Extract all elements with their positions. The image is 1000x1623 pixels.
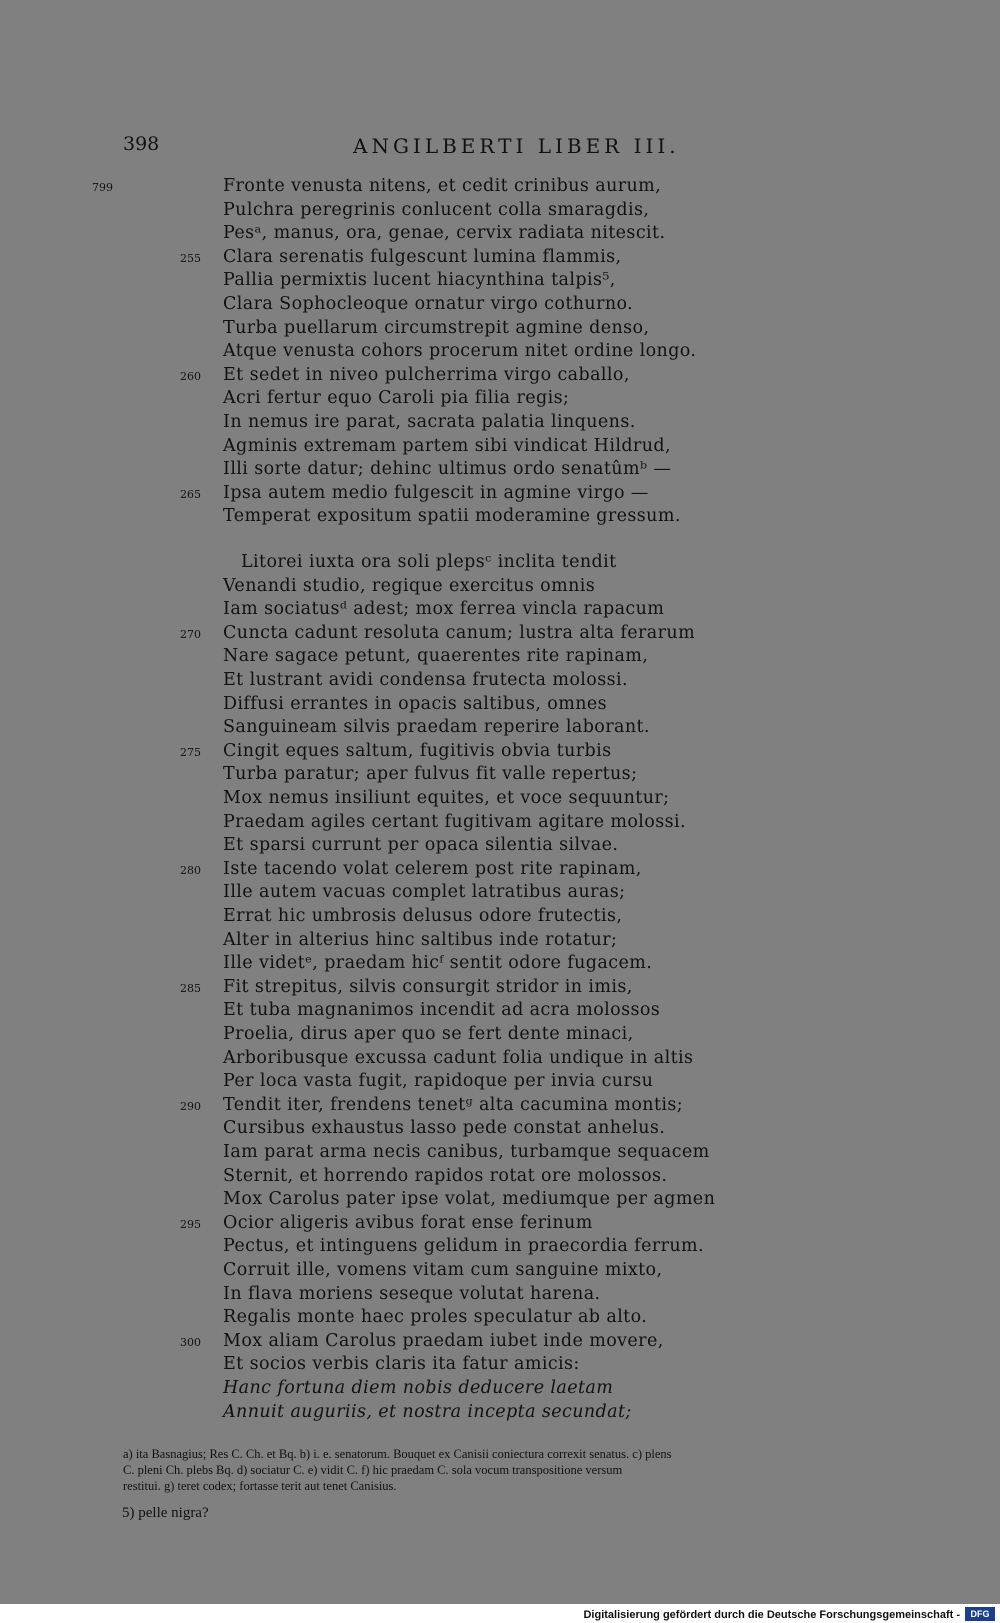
verse-line: Annuit auguriis, et nostra incepta secundat; [223,1401,632,1422]
verse-line: Fronte venusta nitens, et cedit crinibus aurum, [223,176,662,196]
line-number: 290 [180,1099,201,1113]
line-number: 275 [180,745,201,759]
line-number: 270 [180,627,201,641]
line-number: 280 [180,863,201,877]
verse-line: Temperat expositum spatii moderamine gressum. [223,506,681,527]
verse-line: Nare sagace petunt, quaerentes rite rapinam, [223,646,649,667]
verse-line: Mox aliam Carolus praedam iubet inde movere, [223,1330,664,1351]
footnote-line: C. pleni Ch. plebs Bq. d) sociatur C. e) vidit C. f) hic praedam C. sola vocum transpositione versum [123,1463,623,1477]
verse-line: Iste tacendo volat celerem post rite rapinam, [223,858,642,879]
line-number: 300 [180,1335,201,1349]
line-number: 255 [180,251,201,265]
verse-line: Et sedet in niveo pulcherrima virgo caballo, [223,364,630,385]
dfg-logo-icon: DFG [965,1607,995,1621]
line-number: 285 [180,981,201,995]
footnote-line: a) ita Basnagius; Res C. Ch. et Bq. b) i. e. senatorum. Bouquet ex Canisii coniectura correxit senatus. c) plens [123,1447,672,1461]
verse-line: Clara Sophocleoque ornatur virgo cothurno. [223,294,634,314]
footer-credit: Digitalisierung gefördert durch die Deutsche Forschungsgemeinschaft - [583,1609,960,1621]
verse-line: Mox nemus insiliunt equites, et voce sequuntur; [223,788,670,808]
verse-line: Sternit, et horrendo rapidos rotat ore molossos. [223,1165,668,1186]
verse-line: Clara serenatis fulgescunt lumina flammis, [223,246,622,267]
verse-line: Venandi studio, regique exercitus omnis [223,575,596,596]
line-number: 265 [180,487,201,501]
verse-line: Errat hic umbrosis delusus odore frutectis, [223,906,623,926]
verse-line: Pallia permixtis lucent hiacynthina talpis⁵, [223,270,616,291]
line-number: 260 [180,369,201,383]
verse-line: Tendit iter, frendens tenetᵍ alta cacumina montis; [223,1094,684,1115]
verse-line: Pectus, et intinguens gelidum in praecordia ferrum. [223,1236,704,1257]
verse-line: Per loca vasta fugit, rapidoque per invia cursu [223,1071,654,1092]
verse-line: Iam sociatusᵈ adest; mox ferrea vincla rapacum [223,599,665,620]
verse-line: Et sparsi currunt per opaca silentia silvae. [223,835,619,856]
verse-line: In nemus ire parat, sacrata palatia linquens. [223,412,636,432]
page-number: 398 [123,133,160,155]
verse-line: Ille videtᵉ, praedam hicᶠ sentit odore fugacem. [223,953,653,974]
footnote-line: restitui. g) teret codex; fortasse terit aut tenet Canisius. [123,1479,397,1493]
line-number: 295 [180,1217,201,1231]
verse-line: Hanc fortuna diem nobis deducere laetam [223,1378,614,1398]
verse-line: Proelia, dirus aper quo se fert dente minaci, [223,1024,634,1044]
verse-line: In flava moriens seseque volutat harena. [223,1283,601,1304]
editor-note: 5) pelle nigra? [122,1505,209,1521]
verse-line: Pulchra peregrinis conlucent colla smaragdis, [223,199,650,220]
verse-line: Ille autem vacuas complet latratibus auras; [223,882,626,903]
verse-line: Illi sorte datur; dehinc ultimus ordo senatûmᵇ — [223,459,672,480]
verse-line: Ipsa autem medio fulgescit in agmine virgo — [223,482,649,503]
verse-line: Regalis monte haec proles speculatur ab alto. [223,1307,648,1328]
verse-line: Praedam agiles certant fugitivam agitare molossi. [223,811,686,832]
verse-line: Et lustrant avidi condensa frutecta molossi. [223,670,628,690]
verse-line: Arboribusque excussa cadunt folia undique in altis [223,1047,694,1068]
line-number: 799 [92,181,113,194]
verse-line: Turba puellarum circumstrepit agmine denso, [223,317,650,338]
verse-line: Sanguineam silvis praedam reperire laborant. [223,717,650,738]
verse-line: Atque venusta cohors procerum nitet ordine longo. [223,341,697,362]
verse-line: Corruit ille, vomens vitam cum sanguine mixto, [223,1260,663,1280]
digitization-footer [0,1604,1000,1623]
verse-line: Diffusi errantes in opacis saltibus, omnes [223,693,608,714]
verse-line: Acri fertur equo Caroli pia filia regis; [223,388,570,409]
verse-line: Et tuba magnanimos incendit ad acra molossos [223,1000,661,1021]
verse-line: Litorei iuxta ora soli plepsᶜ inclita tendit [241,552,617,572]
verse-line: Cuncta cadunt resoluta canum; lustra alta ferarum [223,622,696,643]
verse-line: Ocior aligeris avibus forat ense ferinum [223,1212,593,1233]
verse-line: Agminis extremam partem sibi vindicat Hildrud, [223,435,671,456]
verse-line: Turba paratur; aper fulvus fit valle repertus; [223,764,638,785]
verse-line: Et socios verbis claris ita fatur amicis: [223,1354,580,1375]
verse-line: Cursibus exhaustus lasso pede constat anhelus. [223,1118,666,1139]
verse-line: Cingit eques saltum, fugitivis obvia turbis [223,740,612,761]
verse-line: Mox Carolus pater ipse volat, mediumque per agmen [223,1189,716,1210]
verse-line: Alter in alterius hinc saltibus inde rotatur; [223,929,618,950]
verse-line: Iam parat arma necis canibus, turbamque sequacem [223,1142,710,1162]
verse-line: Fit strepitus, silvis consurgit stridor in imis, [223,976,633,997]
verse-line: Pesᵃ, manus, ora, genae, cervix radiata nitescit. [223,223,666,244]
running-head: ANGILBERTI LIBER III. [353,134,680,158]
